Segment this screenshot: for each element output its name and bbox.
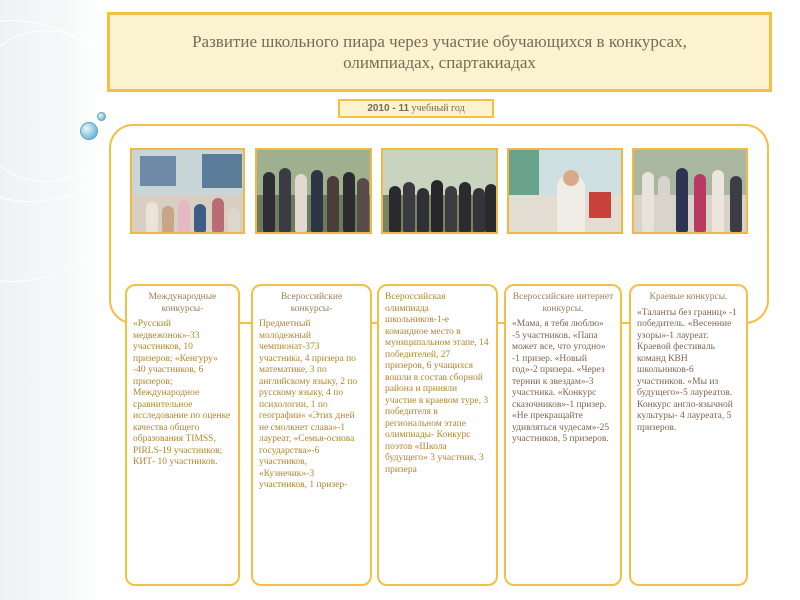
card-body: «Русский медвежонок»-33 участников, 10 призеров; «Кенгуру» -40 участников, 6 призеров; Международное сравнительное исследование по оценке качества общего образования TIMSS, PIRLS-19 участников; КИТ- 10 участников. bbox=[133, 319, 231, 467]
photo-student-award bbox=[507, 148, 623, 234]
photo-students-group bbox=[255, 148, 372, 234]
card-body: Всероссийская олимпиада школьников-1-е командное место в муниципальном этапе, 14 победителей, 27 призеров, 6 учащихся вошли в состав сборной района и приняли участие в краевом туре, 3 победителя в региональном этапе олимпиады- Конкурс поэтов «Школа будущего» 3 участник, 3 призера bbox=[385, 292, 489, 475]
card-body: Предметный молодежный чемпионат-373 участника, 4 призера по математике, 3 по английскому языку, 2 по русскому языку, 4 по психологии, 1 по географии« «Этих дней не смолкнет слава»-1 лауреат, «Семья-основа государства»-6 участников, «Кузнечик»-3 участников, 1 призер- bbox=[259, 319, 358, 490]
school-year-text: учебный год bbox=[409, 103, 465, 114]
school-year-number: 2010 - 11 bbox=[367, 103, 410, 114]
card-body: «Таланты без границ» -1 победитель. «Весенние узоры»-1 лауреат. Краевой фестиваль команд КВН школьников-6 участников. «Мы из будущего»-5 лауреатов. Конкурс англо-язычной культуры- 4 лауреата, 5 призеров. bbox=[637, 307, 737, 433]
card-heading: Краевые конкурсы. bbox=[649, 292, 728, 302]
card-heading: Всероссийские конкурсы- bbox=[280, 292, 343, 314]
card-body: «Мама, я тебя люблю» -5 участников. «Папа может все, что угодно» -1 призер. «Новый год»-2 призера. «Через тернии к звездам»-3 участника. «Конкурс сказочников»-1 призер. «Не прекращайте удивляться чудесам»-25 участников, 5 призеров. bbox=[512, 319, 610, 444]
card-all-russian-contests bbox=[251, 284, 372, 586]
decorative-bubble bbox=[80, 122, 98, 140]
photo-team-outdoors bbox=[381, 148, 498, 234]
school-year-label bbox=[338, 99, 494, 118]
title-banner bbox=[107, 12, 772, 92]
page-title bbox=[172, 31, 707, 73]
card-olympiad bbox=[377, 284, 498, 586]
card-heading: Международные конкурсы- bbox=[148, 292, 217, 314]
title-line-1: Развитие школьного пиара через участие обучающихся в конкурсах, bbox=[192, 32, 687, 51]
photo-students-trees bbox=[632, 148, 748, 234]
card-internet-contests bbox=[504, 284, 622, 586]
title-line-2: олимпиадах, спартакиадах bbox=[343, 53, 536, 72]
card-heading: Всероссийские интернет конкурсы. bbox=[512, 292, 614, 314]
card-regional-contests bbox=[629, 284, 748, 586]
decorative-bubble bbox=[97, 112, 106, 121]
photo-school-class bbox=[130, 148, 245, 234]
card-international-contests bbox=[125, 284, 240, 586]
